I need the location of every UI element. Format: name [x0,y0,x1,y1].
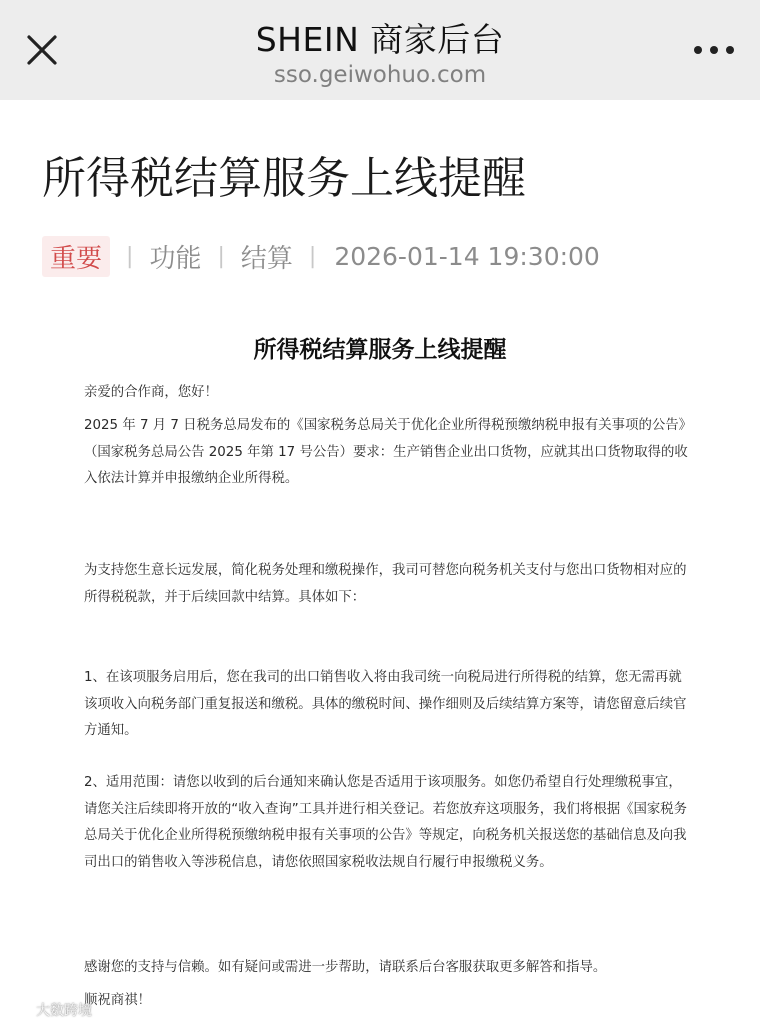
notice-paragraph-2: 为支持您生意长远发展，简化税务处理和缴税操作，我司可替您向税务机关支付与您出口货物相对应的所得税税款，并于后续回款中结算。具体如下： [84,563,687,605]
notice-thanks: 感谢您的支持与信赖。如有疑问或需进一步帮助，请联系后台客服获取更多解答和指导。 [84,960,607,975]
more-dots-icon [686,28,742,72]
publish-datetime: 2026-01-14 19:30:00 [334,241,600,271]
meta-separator: | [217,243,225,269]
notice-item-2: 2、适用范围：请您以收到的后台通知来确认您是否适用于该项服务。如您仍希望自行处理缴税事宜，请您关注后续即将开放的“收入查询”工具并进行相关登记。若您放弃这项服务，我们将根据《国家税务总局关于优化企业所得税预缴纳税申报有关事项的公告》等规定，向税务机关报送您的基础信息及向我司出口的销售收入等涉税信息，请您依照国家税收法规自行履行申报缴税义务。 [84,775,688,870]
notice-closing: 顺祝商祺！ [84,993,151,1008]
meta-separator: | [308,243,317,269]
tag-settlement[interactable]: 结算 [240,243,293,274]
article-meta [42,236,600,276]
watermark-text: 大数跨境 [36,1003,92,1019]
page-url: sso.geiwohuo.com [273,62,487,88]
notice-greeting: 亲爱的合作商，您好！ [84,385,218,400]
notice-item-1: 1、在该项服务启用后，您在我司的出口销售收入将由我司统一向税局进行所得税的结算，您无需再就该项收入向税务部门重复报送和缴税。具体的缴税时间、操作细则及后续结算方案等，请您留意后续官方通知。 [84,670,687,738]
notice-title: 所得税结算服务上线提醒 [253,337,507,363]
tag-important[interactable]: 重要 [42,236,110,277]
meta-separator: | [126,243,134,269]
tag-function[interactable]: 功能 [149,243,202,274]
more-options-button[interactable] [686,28,742,72]
browser-top-bar [0,0,760,100]
notice-paragraph-1: 2025 年 7 月 7 日税务总局发布的《国家税务总局关于优化企业所得税预缴纳税申报有关事项的公告》（国家税务总局公告 2025 年第 17 号公告）要求：生产销售企业出口货物，应就其出口货物取得的收入依法计算并申报缴纳企业所得税。 [84,418,688,486]
weibo-logo-icon [6,1000,32,1020]
page-site-title: SHEIN 商家后台 [255,20,505,59]
article-title: 所得税结算服务上线提醒 [42,153,526,204]
watermark [6,1000,92,1020]
